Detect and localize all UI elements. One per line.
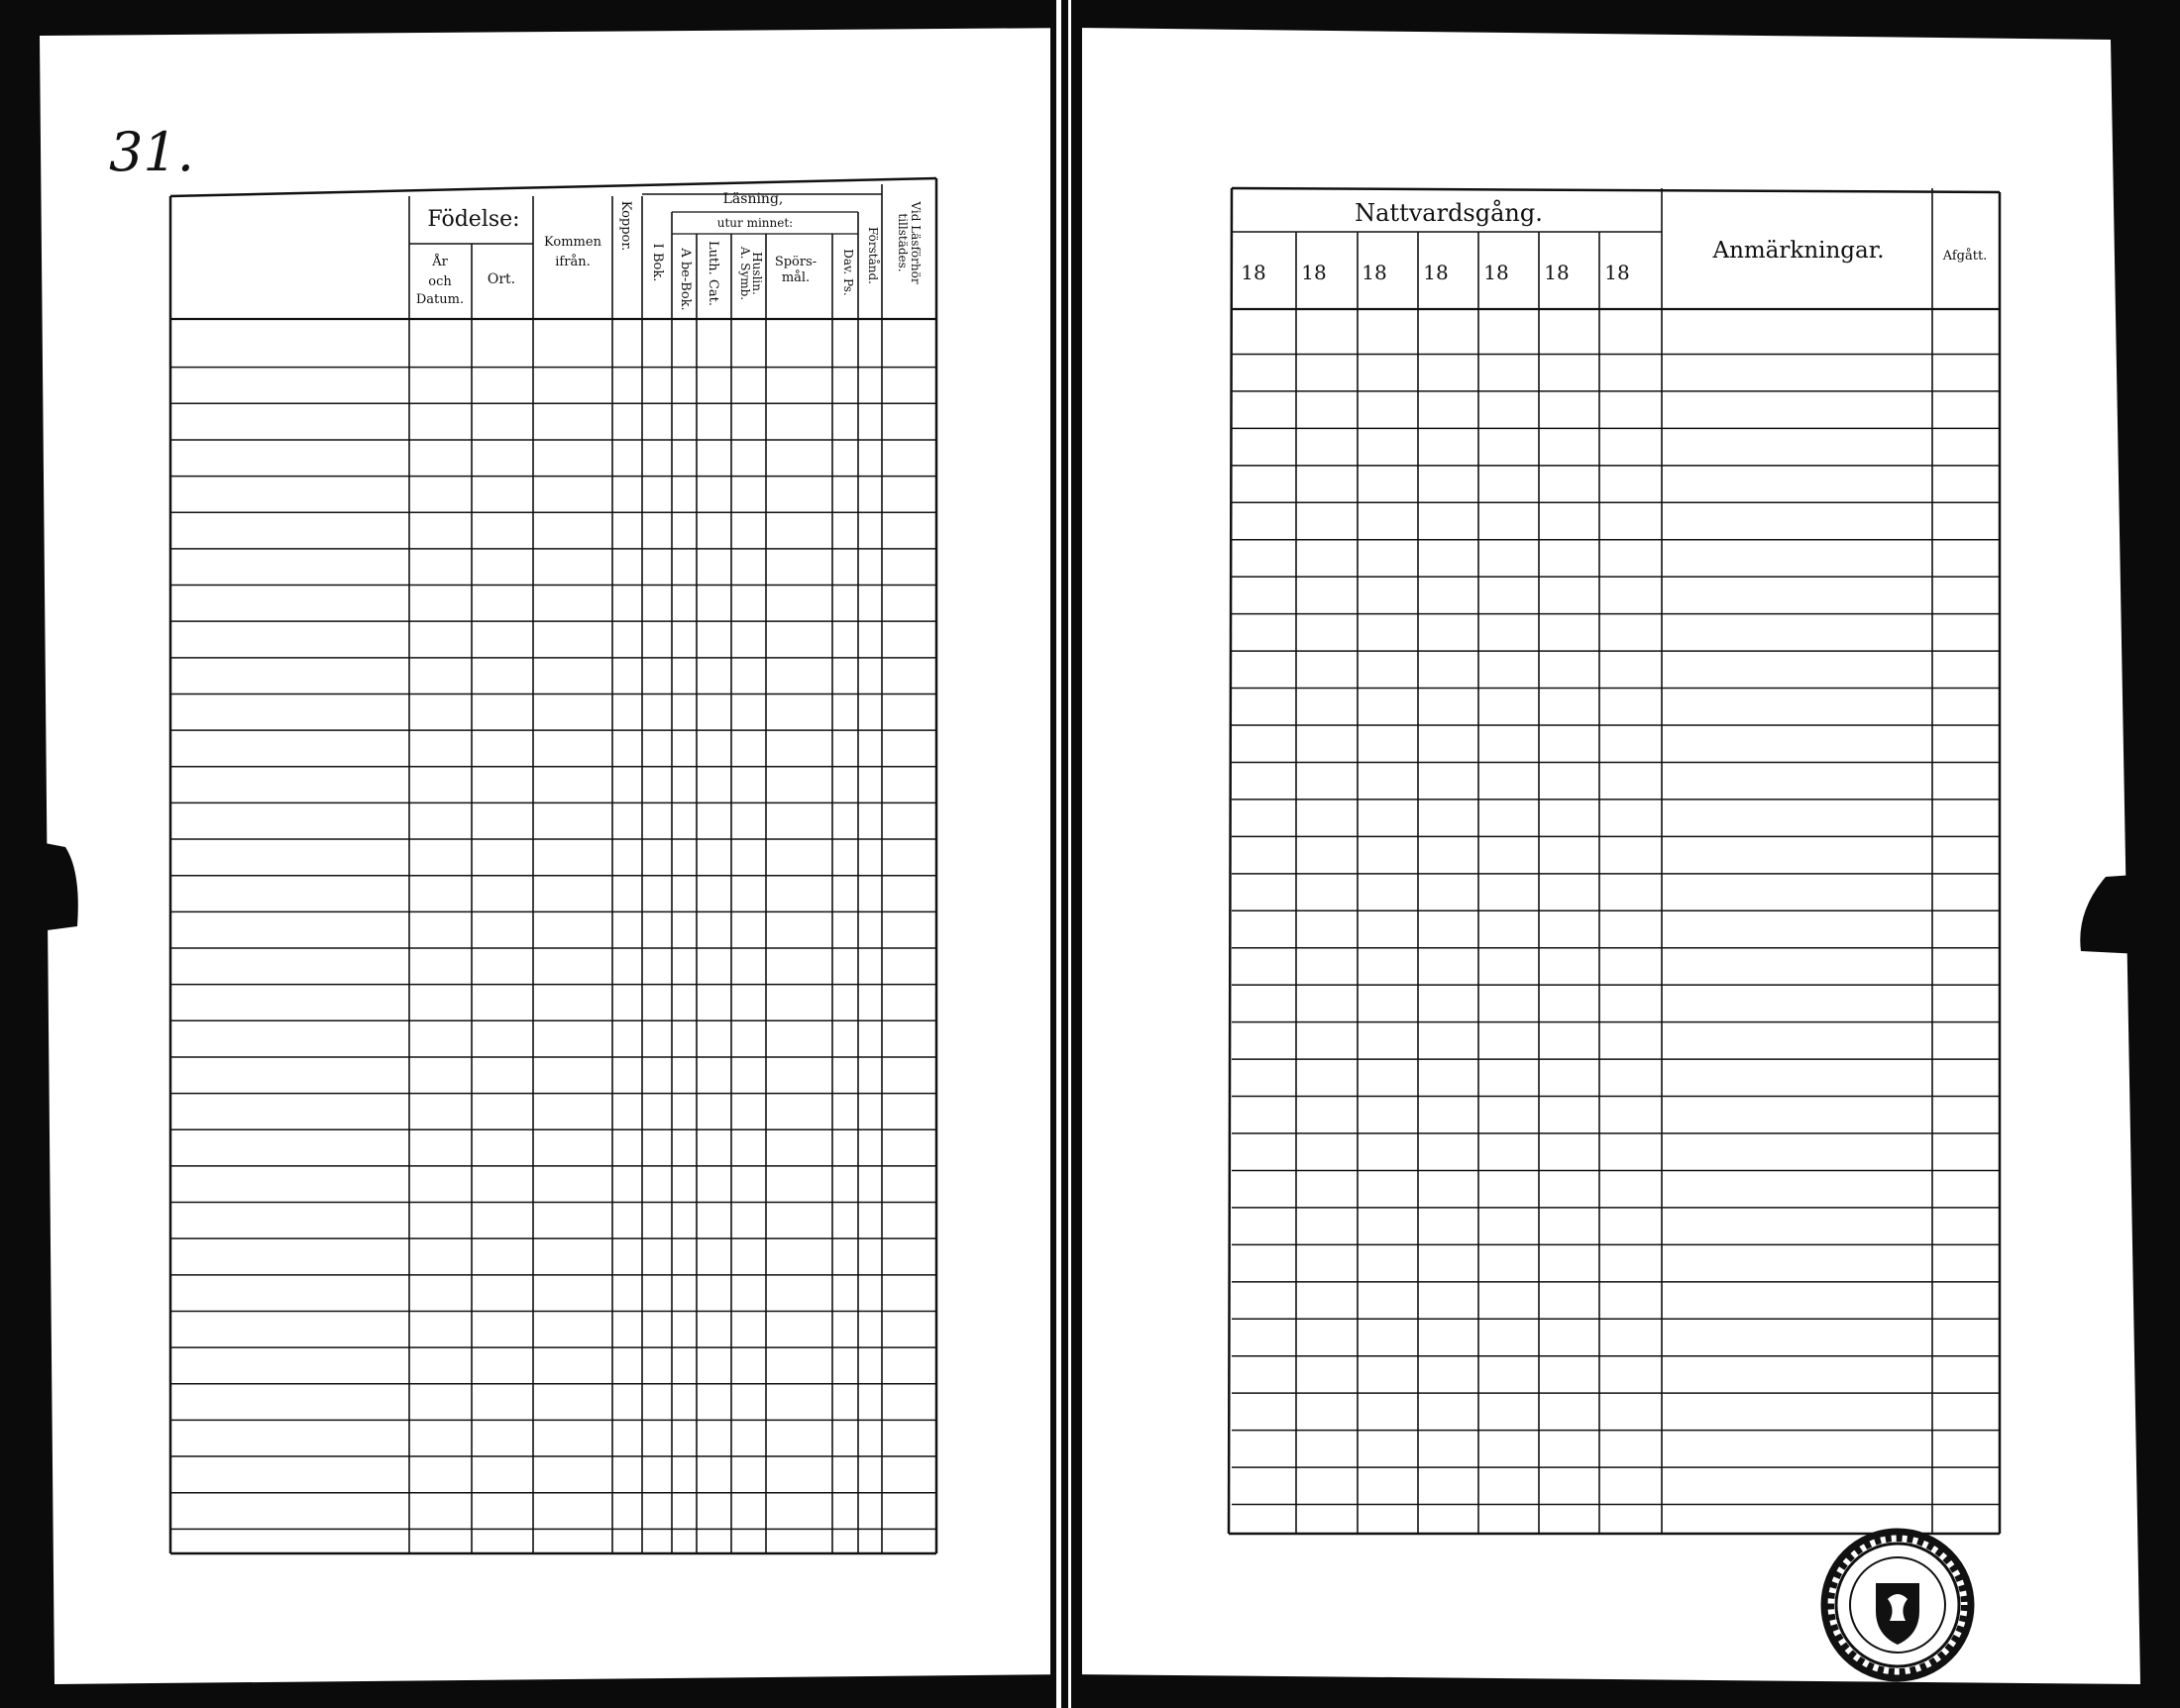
page-number: 31. xyxy=(109,121,194,183)
utur-minnet-label: utur minnet: xyxy=(716,216,794,230)
dav-ps-label: Dav. Ps. xyxy=(841,249,855,296)
afgatt-label: Afgått. xyxy=(1942,249,1988,264)
year-col-2: 18 xyxy=(1301,261,1327,284)
gutter xyxy=(1050,0,1082,1708)
koppor-label: Koppor. xyxy=(618,200,633,252)
tillstades-label: tillstädes. xyxy=(896,213,910,272)
year-col-1: 18 xyxy=(1241,261,1266,284)
year-col-5: 18 xyxy=(1483,261,1509,284)
ar-label: År xyxy=(432,255,448,269)
ifran-label: ifrån. xyxy=(555,255,591,269)
kommen-label: Kommen xyxy=(544,235,601,250)
i-bok-label: I Bok. xyxy=(650,243,665,282)
spors-label: Spörs- xyxy=(774,255,818,269)
luth-cat-label: Luth. Cat. xyxy=(706,241,720,306)
year-col-7: 18 xyxy=(1604,261,1630,284)
nattvardsgang-label: Nattvardsgång. xyxy=(1355,199,1543,227)
datum-label: Datum. xyxy=(415,292,465,307)
ort-label: Ort. xyxy=(487,271,516,287)
year-col-6: 18 xyxy=(1544,261,1570,284)
huslin-label: Huslin. xyxy=(750,252,764,295)
a-symb-label: A. Symb. xyxy=(738,246,752,301)
fodelse-label: Födelse: xyxy=(427,207,520,232)
year-col-3: 18 xyxy=(1362,261,1387,284)
forstand-label: Förstånd. xyxy=(866,227,880,284)
anmarkningar-label: Anmärkningar. xyxy=(1712,238,1885,264)
och-label: och xyxy=(428,274,452,289)
archive-seal-stamp xyxy=(1824,1532,1971,1678)
a-be-bok-label: A be-Bok. xyxy=(678,248,693,311)
mal-label: mål. xyxy=(781,270,811,285)
lasning-label: Läsning, xyxy=(722,191,784,207)
left-page xyxy=(40,28,1080,1684)
year-col-4: 18 xyxy=(1423,261,1449,284)
vid-lasforhor-label: Vid Läsförhör xyxy=(909,201,923,284)
